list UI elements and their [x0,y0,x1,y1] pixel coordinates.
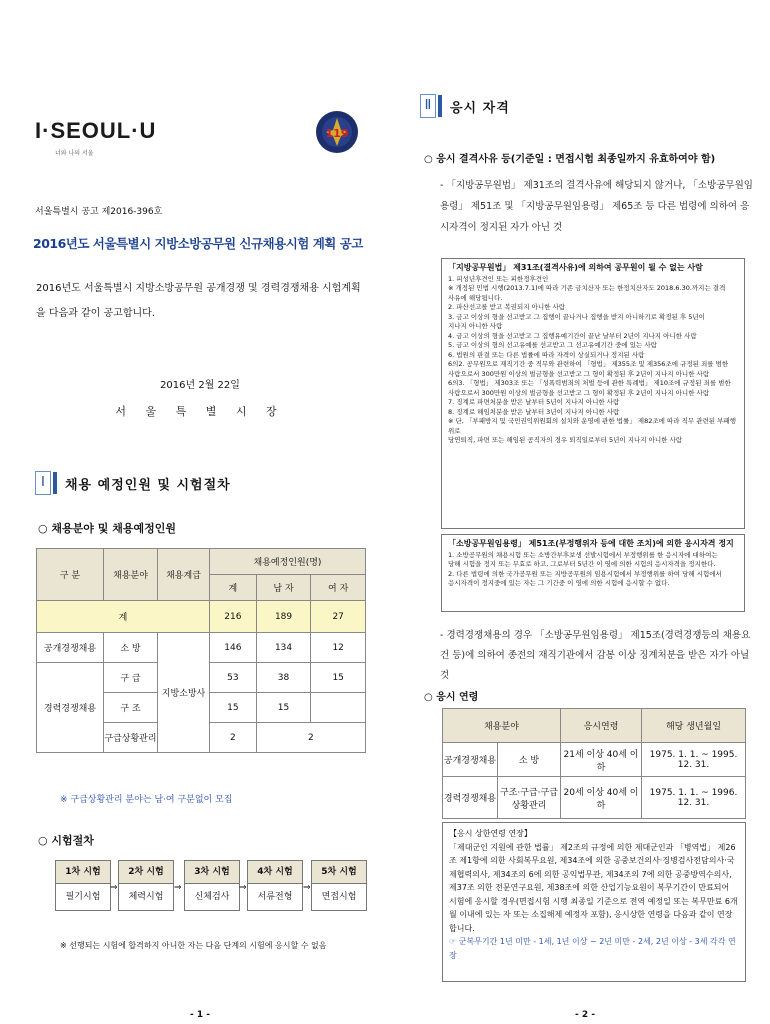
table-cell: 21세 이상 40세 이하 [561,743,642,777]
box1-line: 6. 법원의 판결 또는 다른 법률에 따라 자격이 상실되거나 정지된 사람 [448,350,645,359]
table-cell: 53 [210,663,257,693]
box1-line: 당연퇴직, 파면 또는 해임된 공직자의 경우 퇴직일로부터 5년이 지나지 아니한 사람 [448,436,683,444]
page-number-left: - 1 - [190,1010,210,1020]
box1-line: ※ 개정된 민법 시행(2013.7.1)에 따라 기존 금치산자 또는 한정치산자도 2018.6.30.까지는 결격 [448,284,726,292]
subsection-disqualification: ○ 응시 결격사유 등(기준일 : 면접시험 최종일까지 유효하여야 함) [424,154,716,165]
exam-suspension-box [441,534,745,612]
box1-line: 2. 파산선고를 받고 복권되지 아니한 사람 [448,303,565,311]
col-header: 채용분야 [104,549,158,601]
table-cell: 1975. 1. 1. ~ 1995. 12. 31. [642,743,746,777]
step-content: 면접시험 [321,892,357,902]
table-cell: 경력경쟁채용 [443,777,498,819]
exam-step [184,860,240,911]
page-number-right: - 2 - [575,1010,595,1020]
box1-line: 1. 피성년후견인 또는 피한정후견인 [448,274,549,283]
page-title: 2016년도 서울특별시 지방소방공무원 신규채용시험 계획 공고 [33,236,363,251]
table-cell: 2 [256,723,365,753]
arrow-icon: ⇒ [174,883,182,893]
table-cell: 구 조 [104,693,158,723]
table-cell: 계 [37,601,210,633]
col-header: 채용계급 [158,549,210,601]
section-number: Ⅰ [35,471,51,495]
table-cell: 경력경쟁채용 [37,663,104,753]
notice-date: 2016년 2월 22일 [160,380,240,391]
table-cell: 12 [311,633,366,663]
logo [35,118,156,157]
step-content: 체력시험 [128,892,164,902]
section-1-heading [35,471,231,495]
col-header: 채용분야 [443,709,561,743]
exam-step [55,860,111,911]
box1-line: 사람으로서 300만원 이상의 벌금형을 선고받고 그 형이 확정된 후 2년이 지나지 아니한 사람 [448,388,710,397]
logo-subtext: 너와 나의 서울 [55,150,94,157]
section-title: 응시 자격 [450,100,510,116]
box2-line: 1. 소방공무원의 채용시험 또는 소방간부후보생 선발시험에서 부정행위를 한 응시자에 대하여는 [448,550,718,559]
col-header: 채용예정인원(명) [210,549,366,575]
box1-line: 사유에 해당됩니다. [448,293,503,302]
box1-line: 사람으로서 300만원 이상의 벌금형을 선고받고 그 형이 확정된 후 2년이 지나지 아니한 사람 [448,369,710,378]
box2-line: 당해 시험을 정지 또는 무효로 하고, 그로부터 5년간 이 영에 의한 시험의 응시자격을 정지한다. [448,560,716,568]
table-cell: 구조·구급·구급상황관리 [498,777,561,819]
notice-number: 서울특별시 공고 제2016-396호 [35,207,163,217]
col-header: 여 자 [311,575,366,601]
col-header: 응시연령 [561,709,642,743]
table-cell: 216 [210,601,257,633]
col-header: 구 분 [37,549,104,601]
box-text: 「제대군인 지원에 관한 법률」 제2조의 규정에 의한 제대군인과 「병역법」 제26조 제1항에 의한 사회복무요원, 제34조에 의한 공중보건의사·징병검사전담의사·국제협력의사, 제34조의 6에 의한 공익법무관, 제34조의 7에 의한 공중방역수의사, 제37조 의한 전문연구요원, 제38조에 의한 산업기능요원이 복무기간이 만료되어 시험에 응시할 경우(면접시험 시행 최종일 기준으로 전역 예정일 또는 복무만료 6개월 이내에 있는 자 또는 소집해제 예정자 포함), 응시상한 연령을 다음과 같이 연장합니다. [449,842,738,933]
arrow-icon: ⇒ [303,883,311,893]
section-bar [438,95,442,117]
table-cell: 공개경쟁채용 [443,743,498,777]
table-cell: 20세 이상 40세 이하 [561,777,642,819]
step-title: 5차 시험 [312,861,366,884]
subsection-exam-steps: ○ 시험절차 [38,834,94,847]
section-2-heading [420,94,510,118]
section-title: 채용 예정인원 및 시험절차 [65,477,231,493]
exam-step [247,860,303,911]
age-table [442,708,746,819]
svg-text:119: 119 [325,127,349,140]
disqualification-box [441,258,745,529]
box1-line: ※ 단, 「부패방지 및 국민권익위원회의 설치와 운영에 관한 법률」 제82조에 따라 직무 관련된 부패행위로 [448,417,736,435]
box1-line: 7. 징계로 파면처분을 받은 날부터 5년이 지나지 아니한 사람 [448,398,620,406]
box2-line: 2. 다른 법령에 의한 국가공무원 또는 지방공무원의 임용시험에서 부정행위를 하여 당해 시험에서 [448,569,722,578]
table-cell [311,693,366,723]
table-cell: 38 [256,663,311,693]
table-cell: 15 [256,693,311,723]
arrow-icon: ⇒ [239,883,247,893]
exam-step [118,860,174,911]
table-cell: 2 [210,723,257,753]
box2-line: 응시자격이 정지중에 있는 자는 그 기간중 이 영에 의한 시험에 응시할 수 없다. [448,579,670,587]
step-title: 1차 시험 [56,861,110,884]
step-content: 필기시험 [65,892,101,902]
box-title: 【응시 상한연령 연장】 [449,829,532,838]
box1-line: 3. 금고 이상의 형을 선고받고 그 집행이 끝나거나 집행을 받지 아니하기로 확정된 후 5년이 [448,312,705,321]
table-cell: 지방소방사 [158,633,210,753]
intro-text: 2016년도 서울특별시 지방소방공무원 공개경쟁 및 경력경쟁채용 시험계획을 다음과 같이 공고합니다. [36,283,361,319]
recruit-note: ※ 구급상황관리 분야는 남·여 구분없이 모집 [60,795,233,805]
box1-line: 6의3. 「형법」 제303조 또는 「성폭력범죄의 처벌 등에 관한 특례법」 제10조에 규정된 죄를 범한 [448,379,731,387]
arrow-icon: ⇒ [110,883,118,893]
subsection-recruit-field: ○ 채용분야 및 채용예정인원 [38,522,176,535]
box1-line: 8. 징계로 해임처분을 받은 날부터 3년이 지나지 아니한 사람 [448,407,620,416]
step-content: 서류전형 [257,892,293,902]
step-title: 4차 시험 [248,861,302,884]
table-cell: 146 [210,633,257,663]
subsection-age: ○ 응시 연령 [424,692,479,703]
step-content: 신체검사 [194,892,230,902]
col-header: 해당 생년월일 [642,709,746,743]
table-cell: 공개경쟁채용 [37,633,104,663]
col-header: 남 자 [256,575,311,601]
exam-step [311,860,367,911]
exam-steps-note: ※ 선행되는 시험에 합격하지 아니한 자는 다음 단계의 시험에 응시할 수 없음 [60,941,327,950]
age-extension-box [442,822,746,982]
box1-line: 6의2. 공무원으로 재직기간 중 직무와 관련하여 「형법」 제355조 및 제356조에 규정된 죄를 범한 [448,360,729,368]
table-cell: 15 [311,663,366,693]
table-cell: 1975. 1. 1. ~ 1996. 12. 31. [642,777,746,819]
recruit-table [36,548,366,753]
box-note: ☞ 군복무기간 1년 미만 - 1세, 1년 이상 ~ 2년 미만 - 2세, 2년 이상 - 3세 각각 연장 [449,937,736,960]
table-cell: 134 [256,633,311,663]
box-title: 「소방공무원임용령」 제51조(부정행위자 등에 대한 조치)에 의한 응시자격 정지 [448,539,734,548]
table-cell: 27 [311,601,366,633]
table-cell: 15 [210,693,257,723]
fire-emblem-icon [315,110,359,154]
table-cell: 구 급 [104,663,158,693]
box1-line: 지나지 아니한 사람 [448,322,503,330]
table-cell: 소 방 [498,743,561,777]
table-cell: 구급상황관리 [104,723,158,753]
logo-text: I·SEOUL·U [35,118,157,143]
issuer: 서 울 특 별 시 장 [115,405,285,418]
box1-line: 5. 금고 이상의 형의 선고유예를 선고받고 그 선고유예기간 중에 있는 사람 [448,341,657,349]
table-cell: 소 방 [104,633,158,663]
step-title: 2차 시험 [119,861,173,884]
step-title: 3차 시험 [185,861,239,884]
section-number: Ⅱ [420,94,436,118]
career-paragraph: - 경력경쟁채용의 경우 「소방공무원임용령」 제15조(경력경쟁등의 채용요건 등)에 의하여 종전의 재직기관에서 감봉 이상 징계처분을 받은 자가 아닐 것 [440,630,751,681]
table-cell: 189 [256,601,311,633]
section-bar [53,472,57,494]
disqualification-paragraph: - 「지방공무원법」 제31조의 결격사유에 해당되지 않거나, 「소방공무원임용령」 제51조 및 「지방공무원임용령」 제65조 등 다른 법령에 의하여 응시자격이 정지된 자가 아닌 것 [440,180,753,233]
box1-line: 4. 금고 이상의 형을 선고받고 그 집행유예기간이 끝난 날부터 2년이 지나지 아니한 사람 [448,331,697,340]
col-header: 계 [210,575,257,601]
box-title: 「지방공무원법」 제31조(결격사유)에 의하여 공무원이 될 수 없는 사람 [448,263,703,272]
